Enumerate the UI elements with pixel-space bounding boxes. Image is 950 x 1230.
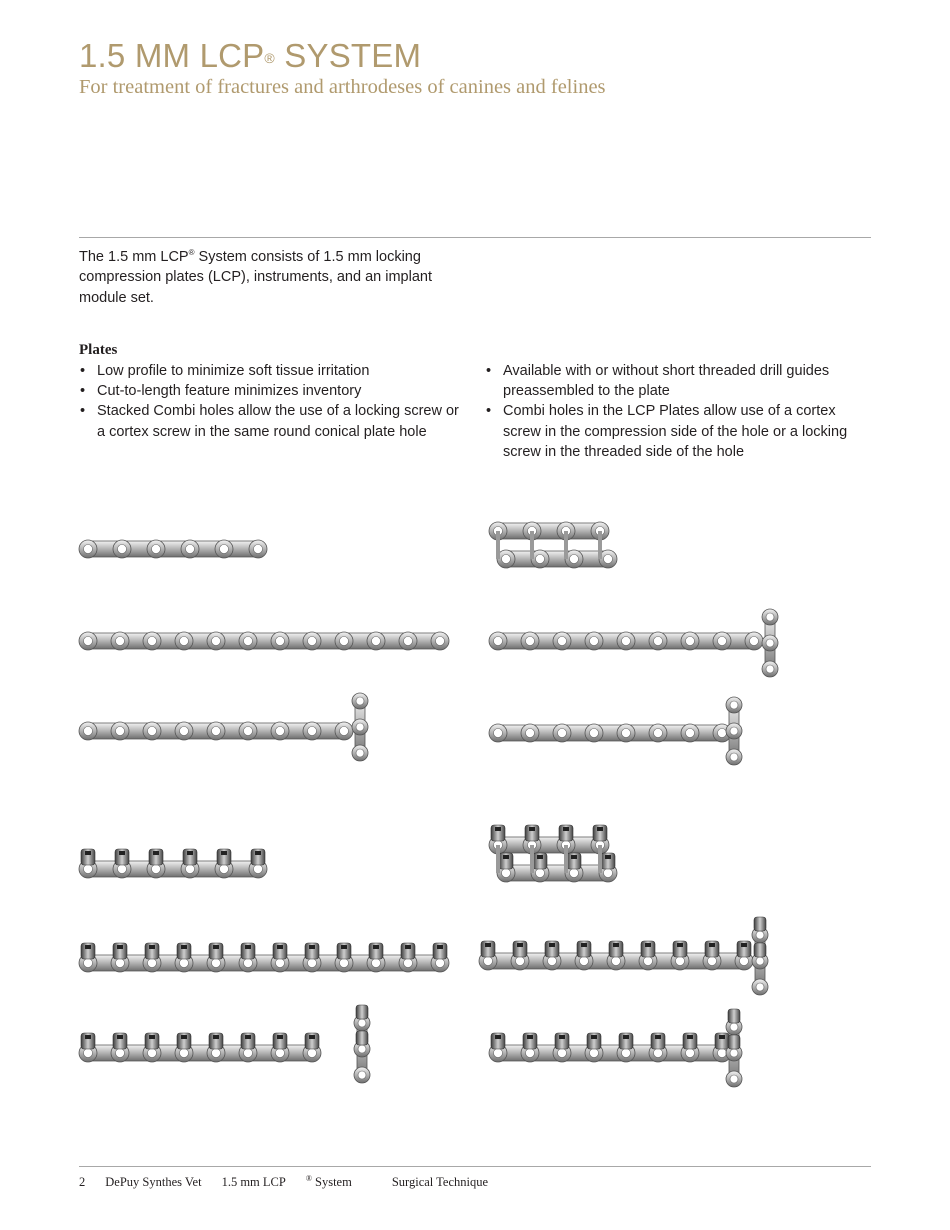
- plate-hole: [254, 865, 263, 874]
- plate-hole: [220, 865, 229, 874]
- grid-connector: [530, 531, 534, 559]
- plate-hole: [676, 957, 685, 966]
- plate-hole: [404, 637, 413, 646]
- plate-hole: [340, 727, 349, 736]
- plate-hole: [570, 555, 579, 564]
- plate-hole: [590, 637, 599, 646]
- drill-guide: [754, 917, 766, 931]
- drill-guide-socket: [503, 855, 509, 859]
- plate-hole: [730, 701, 738, 709]
- drill-guide-socket: [677, 943, 683, 947]
- plate-hole: [730, 753, 738, 761]
- plate-hole: [580, 957, 589, 966]
- drill-guide-socket: [537, 855, 543, 859]
- bullet-item: • Available with or without short threaded drill guides preassembled to the plate: [485, 361, 860, 401]
- plate-hole: [526, 637, 535, 646]
- plates-heading: Plates: [79, 342, 118, 358]
- plate-hole: [116, 727, 125, 736]
- plate-hole: [766, 613, 774, 621]
- grid-connector: [496, 531, 500, 559]
- drill-guide-socket: [645, 943, 651, 947]
- plate-hole: [484, 957, 493, 966]
- plate-hole: [356, 697, 364, 705]
- plate-hole: [276, 1049, 285, 1058]
- plate-hole: [686, 729, 695, 738]
- plate-hole: [84, 545, 93, 554]
- plate-strap: [490, 837, 608, 853]
- drill-guide-socket: [117, 1035, 123, 1039]
- plate-hole: [718, 1049, 727, 1058]
- drill-guide-socket: [485, 943, 491, 947]
- page-number: 2: [79, 1175, 86, 1190]
- plate-hole: [116, 1049, 125, 1058]
- drill-guide-socket: [149, 945, 155, 949]
- drill-guide-socket: [527, 1035, 533, 1039]
- plate-hole: [708, 957, 717, 966]
- drill-guide-socket: [437, 945, 443, 949]
- plate-hole: [308, 1049, 317, 1058]
- drill-guide-socket: [213, 1035, 219, 1039]
- drill-guide-socket: [85, 1035, 91, 1039]
- plate-hole: [356, 749, 364, 757]
- plate-hole: [526, 1049, 535, 1058]
- plate-hole: [276, 727, 285, 736]
- plate-hole: [516, 957, 525, 966]
- plate-hole: [180, 1049, 189, 1058]
- footer-brand: DePuy Synthes Vet: [105, 1175, 202, 1190]
- plate-hole: [404, 959, 413, 968]
- plate-hole: [644, 957, 653, 966]
- plate-strap: [80, 541, 266, 557]
- plate-hole: [494, 637, 503, 646]
- drill-guide-socket: [495, 1035, 501, 1039]
- plate-hole: [622, 729, 631, 738]
- plate-hole: [148, 1049, 157, 1058]
- plate-hole: [436, 637, 445, 646]
- page-footer: [79, 1174, 508, 1190]
- plate-hole: [180, 727, 189, 736]
- plate-hole: [494, 729, 503, 738]
- drill-guide-socket: [119, 851, 125, 855]
- plate-hole: [502, 869, 511, 878]
- plate-hole: [152, 865, 161, 874]
- plate-hole: [548, 957, 557, 966]
- plate-hole: [356, 723, 364, 731]
- bullet-item: • Combi holes in the LCP Plates allow use of a cortex screw in the compression side of the hole or a locking screw in the threaded side of the hole: [485, 401, 860, 462]
- plate-hole: [536, 869, 545, 878]
- plate-hole: [152, 545, 161, 554]
- plate-hole: [148, 637, 157, 646]
- plate-hole: [308, 727, 317, 736]
- drill-guide: [754, 943, 766, 957]
- plate-hole: [212, 637, 221, 646]
- drill-guide-socket: [741, 943, 747, 947]
- plate-hole: [308, 637, 317, 646]
- drill-guide-socket: [687, 1035, 693, 1039]
- plate-hole: [276, 637, 285, 646]
- drill-guide-socket: [245, 945, 251, 949]
- drill-guide-socket: [591, 1035, 597, 1039]
- drill-guide: [356, 1005, 368, 1019]
- plate-hole: [372, 959, 381, 968]
- drill-guide-socket: [563, 827, 569, 831]
- drill-guide-socket: [85, 945, 91, 949]
- plate-strap: [80, 861, 266, 877]
- plate-hole: [570, 869, 579, 878]
- plate-hole: [730, 1049, 738, 1057]
- plate-hole: [740, 957, 749, 966]
- drill-guide-socket: [405, 945, 411, 949]
- drill-guide-socket: [309, 945, 315, 949]
- plate-hole: [276, 959, 285, 968]
- footer-product: 1.5 mm LCP ® System: [221, 1174, 352, 1190]
- drill-guide-socket: [149, 1035, 155, 1039]
- plate-hole: [604, 555, 613, 564]
- plate-hole: [148, 727, 157, 736]
- grid-connector: [598, 531, 602, 559]
- plate-hole: [622, 1049, 631, 1058]
- drill-guide-socket: [605, 855, 611, 859]
- plate-hole: [244, 959, 253, 968]
- drill-guide-socket: [245, 1035, 251, 1039]
- intro-paragraph: The 1.5 mm LCP® System consists of 1.5 mm locking compression plates (LCP), instruments, and an implant module set.: [79, 248, 432, 306]
- plate-hole: [730, 1023, 738, 1031]
- plate-hole: [116, 637, 125, 646]
- plate-hole: [756, 957, 764, 965]
- plate-hole: [244, 1049, 253, 1058]
- plate-hole: [718, 729, 727, 738]
- drill-guide-socket: [187, 851, 193, 855]
- plate-hole: [686, 637, 695, 646]
- section-divider: [79, 237, 871, 238]
- drill-guide-socket: [277, 1035, 283, 1039]
- plate-hole: [536, 555, 545, 564]
- drill-guide-socket: [373, 945, 379, 949]
- drill-guide: [728, 1035, 740, 1049]
- grid-connector: [496, 845, 500, 873]
- page-title: 1.5 MM LCP® SYSTEM: [79, 37, 422, 74]
- grid-connector: [598, 845, 602, 873]
- drill-guide-socket: [85, 851, 91, 855]
- grid-connector: [564, 531, 568, 559]
- plate-hole: [84, 1049, 93, 1058]
- footer-doc: Surgical Technique: [391, 1175, 489, 1190]
- drill-guide-socket: [581, 943, 587, 947]
- plate-hole: [718, 637, 727, 646]
- plate-hole: [84, 637, 93, 646]
- plate-hole: [186, 865, 195, 874]
- bullet-item: • Cut-to-length feature minimizes inventory: [79, 381, 464, 401]
- plate-hole: [590, 1049, 599, 1058]
- drill-guide-socket: [255, 851, 261, 855]
- plate-hole: [756, 931, 764, 939]
- drill-guide-socket: [613, 943, 619, 947]
- drill-guide-socket: [213, 945, 219, 949]
- drill-guide-socket: [181, 945, 187, 949]
- plate-hole: [756, 983, 764, 991]
- plate-hole: [358, 1045, 366, 1053]
- plate-hole: [730, 1075, 738, 1083]
- drill-guide: [728, 1009, 740, 1023]
- plates-bullets-right: [485, 361, 860, 462]
- drill-guide-socket: [719, 1035, 725, 1039]
- grid-connector: [530, 845, 534, 873]
- page-subtitle: For treatment of fractures and arthrodeses of canines and felines: [79, 76, 606, 98]
- drill-guide-socket: [221, 851, 227, 855]
- plate-hole: [84, 727, 93, 736]
- grid-connector: [564, 845, 568, 873]
- drill-guide-socket: [559, 1035, 565, 1039]
- plate-hole: [84, 865, 93, 874]
- plate-hole: [622, 637, 631, 646]
- plate-hole: [212, 959, 221, 968]
- plate-hole: [84, 959, 93, 968]
- plate-hole: [766, 665, 774, 673]
- plate-hole: [372, 637, 381, 646]
- plate-hole: [654, 1049, 663, 1058]
- drill-guide-socket: [341, 945, 347, 949]
- drill-guide-socket: [655, 1035, 661, 1039]
- plate-hole: [220, 545, 229, 554]
- plate-hole: [212, 727, 221, 736]
- plate-hole: [604, 869, 613, 878]
- plate-hole: [118, 865, 127, 874]
- plate-hole: [686, 1049, 695, 1058]
- drill-guide-socket: [597, 827, 603, 831]
- plate-hole: [148, 959, 157, 968]
- plate-hole: [244, 727, 253, 736]
- plates-illustration: [70, 505, 790, 1115]
- drill-guide-socket: [517, 943, 523, 947]
- plate-hole: [526, 729, 535, 738]
- plate-hole: [558, 729, 567, 738]
- plate-hole: [340, 959, 349, 968]
- drill-guide: [356, 1031, 368, 1045]
- bullet-item: • Low profile to minimize soft tissue irritation: [79, 361, 464, 381]
- plate-hole: [502, 555, 511, 564]
- plate-hole: [750, 637, 759, 646]
- drill-guide-socket: [571, 855, 577, 859]
- plate-hole: [654, 729, 663, 738]
- plates-bullets-left: [79, 361, 464, 442]
- drill-guide-socket: [495, 827, 501, 831]
- plate-strap: [80, 955, 448, 971]
- plate-hole: [254, 545, 263, 554]
- drill-guide-socket: [309, 1035, 315, 1039]
- drill-guide-socket: [529, 827, 535, 831]
- plate-hole: [186, 545, 195, 554]
- drill-guide-socket: [117, 945, 123, 949]
- plate-hole: [118, 545, 127, 554]
- plate-hole: [244, 637, 253, 646]
- plate-hole: [654, 637, 663, 646]
- plate-hole: [494, 1049, 503, 1058]
- drill-guide-socket: [153, 851, 159, 855]
- drill-guide-socket: [623, 1035, 629, 1039]
- plate-hole: [180, 959, 189, 968]
- plate-hole: [590, 729, 599, 738]
- drill-guide-socket: [181, 1035, 187, 1039]
- bullet-item: • Stacked Combi holes allow the use of a locking screw or a cortex screw in the same round conical plate hole: [79, 401, 464, 441]
- plate-hole: [358, 1019, 366, 1027]
- plate-hole: [180, 637, 189, 646]
- plate-hole: [766, 639, 774, 647]
- plate-hole: [308, 959, 317, 968]
- drill-guide-socket: [277, 945, 283, 949]
- footer-divider: [79, 1166, 871, 1167]
- plate-hole: [612, 957, 621, 966]
- plate-hole: [340, 637, 349, 646]
- plate-hole: [212, 1049, 221, 1058]
- plate-hole: [436, 959, 445, 968]
- drill-guide-socket: [709, 943, 715, 947]
- plate-hole: [116, 959, 125, 968]
- plate-strap: [80, 633, 448, 649]
- plate-hole: [558, 637, 567, 646]
- drill-guide-socket: [549, 943, 555, 947]
- plate-hole: [558, 1049, 567, 1058]
- plate-hole: [730, 727, 738, 735]
- plate-strap: [490, 523, 608, 539]
- plate-hole: [358, 1071, 366, 1079]
